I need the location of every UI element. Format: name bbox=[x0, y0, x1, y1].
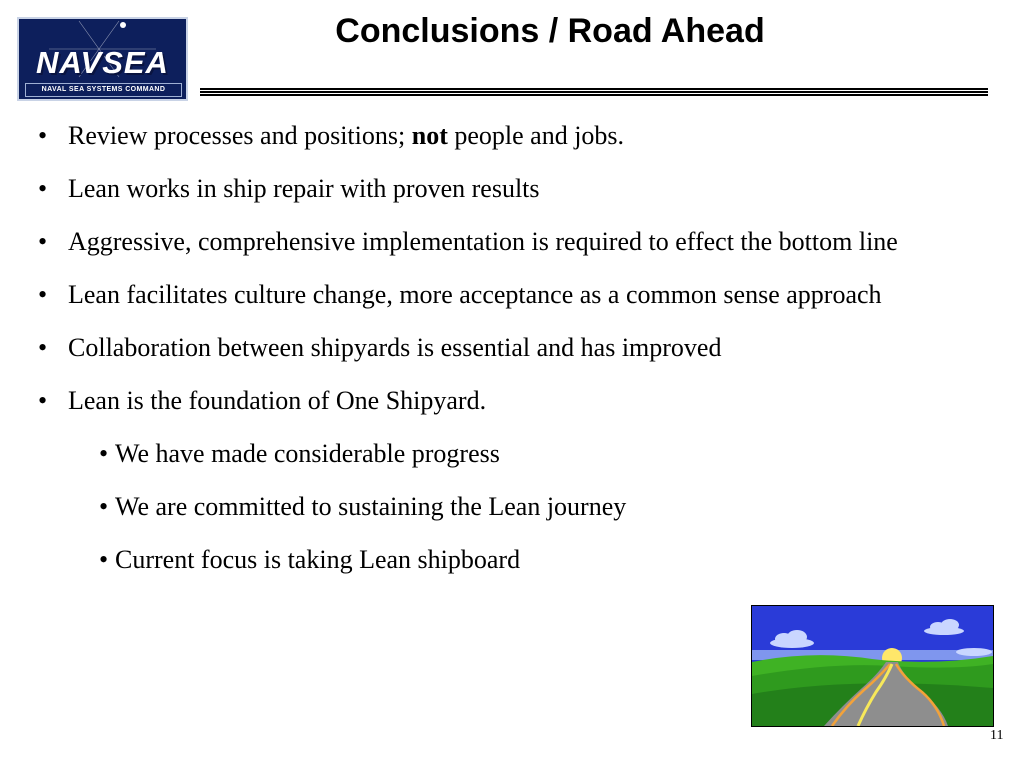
bullet-glyph: • bbox=[38, 386, 48, 415]
bullet-text: Review processes and positions; bbox=[68, 121, 412, 150]
bullet-item bbox=[38, 119, 968, 153]
road-ahead-picture bbox=[751, 605, 994, 727]
navsea-logo bbox=[17, 17, 188, 101]
bullet-glyph: • bbox=[38, 227, 48, 256]
bullet-glyph: • bbox=[38, 174, 48, 203]
bullet-glyph: • bbox=[99, 439, 109, 468]
sub-bullet-text: Current focus is taking Lean shipboard bbox=[115, 545, 521, 574]
sub-bullet-text: We have made considerable progress bbox=[115, 439, 500, 468]
sub-bullet-item bbox=[38, 490, 968, 524]
slide-title: Conclusions / Road Ahead bbox=[335, 12, 765, 50]
bullet-glyph: • bbox=[99, 492, 109, 521]
sub-bullet-item bbox=[38, 543, 968, 577]
bullet-glyph: • bbox=[38, 121, 48, 150]
bullet-item bbox=[38, 172, 968, 206]
bullet-text: Lean facilitates culture change, more acceptance as a common sense approach bbox=[68, 280, 882, 309]
bullet-item bbox=[38, 225, 968, 259]
bullet-glyph: • bbox=[38, 280, 48, 309]
sub-bullet-text: We are committed to sustaining the Lean journey bbox=[115, 492, 627, 521]
bullet-item bbox=[38, 384, 968, 418]
bullet-emphasis: not bbox=[411, 121, 448, 150]
bullet-item bbox=[38, 278, 968, 312]
logo-subtitle: NAVAL SEA SYSTEMS COMMAND bbox=[25, 83, 182, 97]
page-number: 11 bbox=[990, 728, 1004, 743]
bullet-text: Aggressive, comprehensive implementation is required to effect the bottom line bbox=[68, 227, 898, 256]
bullet-text: Lean works in ship repair with proven results bbox=[68, 174, 540, 203]
logo-wordmark: NAVSEA bbox=[36, 45, 169, 80]
title-divider bbox=[200, 88, 988, 97]
bullet-text: Lean is the foundation of One Shipyard. bbox=[68, 386, 487, 415]
bullet-text: people and jobs. bbox=[447, 121, 625, 150]
cloud-far-right bbox=[956, 648, 992, 656]
road-landscape-image bbox=[752, 606, 993, 726]
bullet-text: Collaboration between shipyards is essential and has improved bbox=[68, 333, 722, 362]
bullet-glyph: • bbox=[38, 333, 48, 362]
bullet-glyph: • bbox=[99, 545, 109, 574]
sub-bullet-item bbox=[38, 437, 968, 471]
bullet-list bbox=[38, 119, 968, 596]
bullet-item bbox=[38, 331, 968, 365]
